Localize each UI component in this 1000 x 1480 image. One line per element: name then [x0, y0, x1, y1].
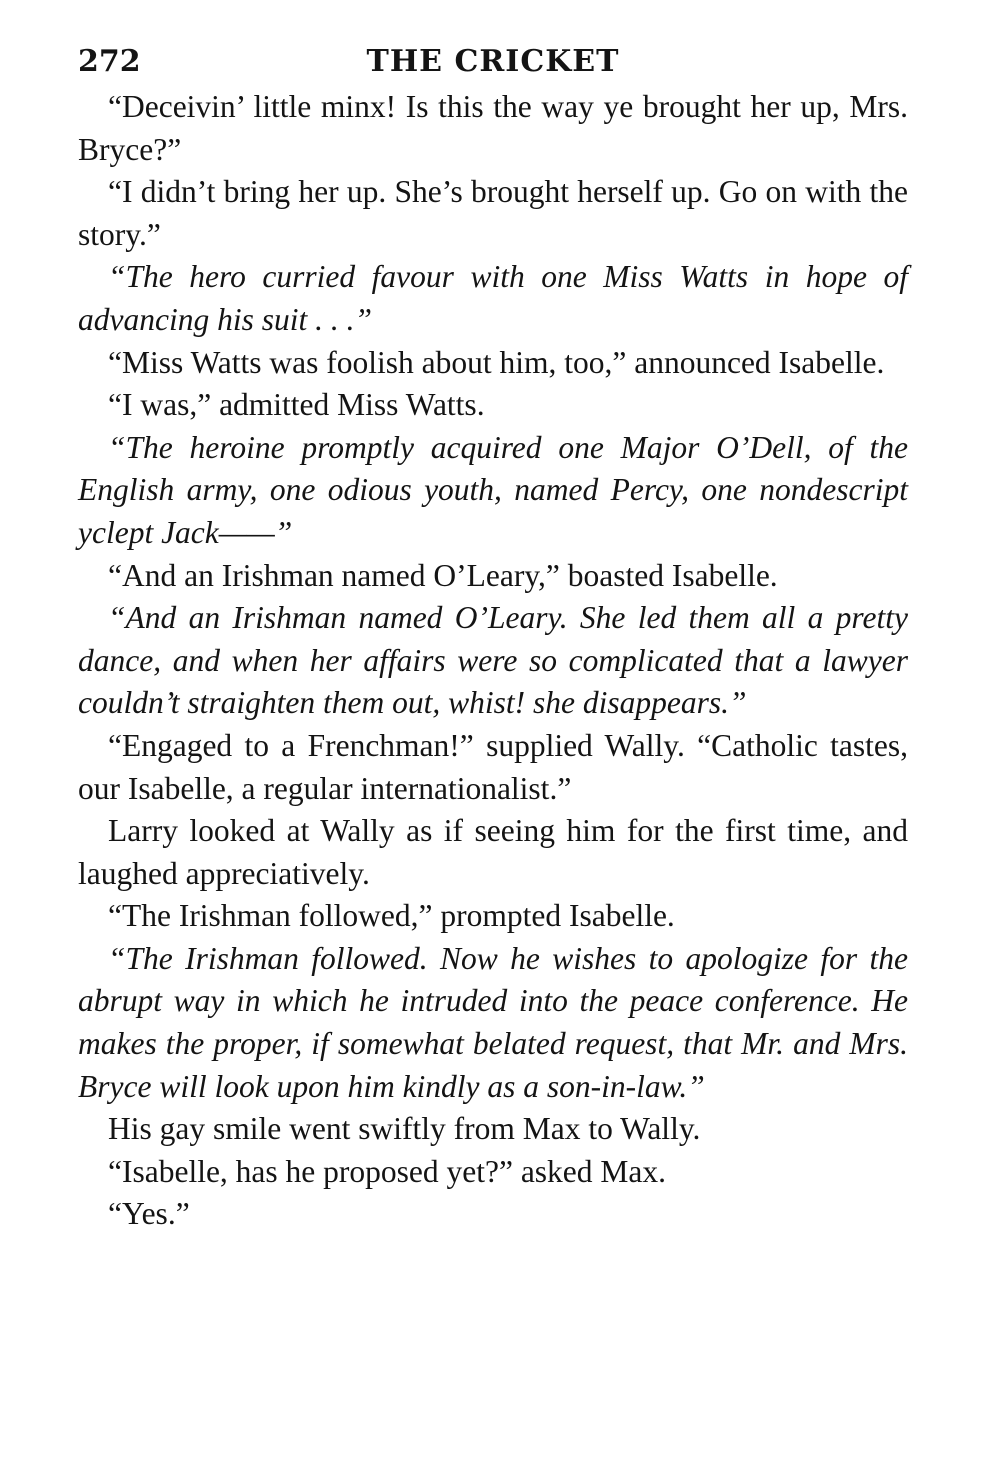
paragraph-4: “Miss Watts was foolish about him, too,” announced Isabelle.: [108, 344, 885, 380]
paragraph-11: “The Irishman followed,” prompted Isabelle.: [108, 898, 675, 934]
paragraph-8: “And an Irishman named O’Leary. She led them all a pretty dance, and when her affairs were so complicated that a lawyer couldn’t straighten them out, whist! she disappears.”: [78, 600, 908, 721]
page-number: 272: [78, 44, 141, 79]
paragraph-14: “Isabelle, has he proposed yet?” asked Max.: [108, 1153, 667, 1189]
body-text: [78, 86, 908, 1236]
paragraph-6: “The heroine promptly acquired one Major O’Dell, of the English army, one odious youth, named Percy, one nondescript yclept Jack——”: [78, 429, 908, 550]
running-header: [78, 38, 908, 86]
paragraph-2: “I didn’t bring her up. She’s brought herself up. Go on with the story.”: [78, 174, 908, 252]
book-page: [78, 38, 908, 1236]
paragraph-13: His gay smile went swiftly from Max to Wally.: [108, 1111, 701, 1147]
paragraph-7: “And an Irishman named O’Leary,” boasted Isabelle.: [108, 557, 778, 593]
paragraph-15: “Yes.”: [108, 1196, 190, 1232]
paragraph-3: “The hero curried favour with one Miss Watts in hope of advancing his suit . . .”: [78, 259, 908, 337]
paragraph-1: “Deceivin’ little minx! Is this the way ye brought her up, Mrs. Bryce?”: [78, 89, 908, 167]
running-title: THE CRICKET: [366, 44, 620, 79]
paragraph-9: “Engaged to a Frenchman!” supplied Wally. “Catholic tastes, our Isabelle, a regular internationalist.”: [78, 727, 908, 806]
paragraph-10: Larry looked at Wally as if seeing him for the first time, and laughed appreciatively.: [78, 813, 908, 891]
paragraph-5: “I was,” admitted Miss Watts.: [108, 387, 485, 423]
paragraph-12: “The Irishman followed. Now he wishes to apologize for the abrupt way in which he intruded into the peace conference. He makes the proper, if somewhat belated request, that Mr. and Mrs. Bryce will look upon him kindly as a son-in-law.”: [78, 940, 908, 1104]
